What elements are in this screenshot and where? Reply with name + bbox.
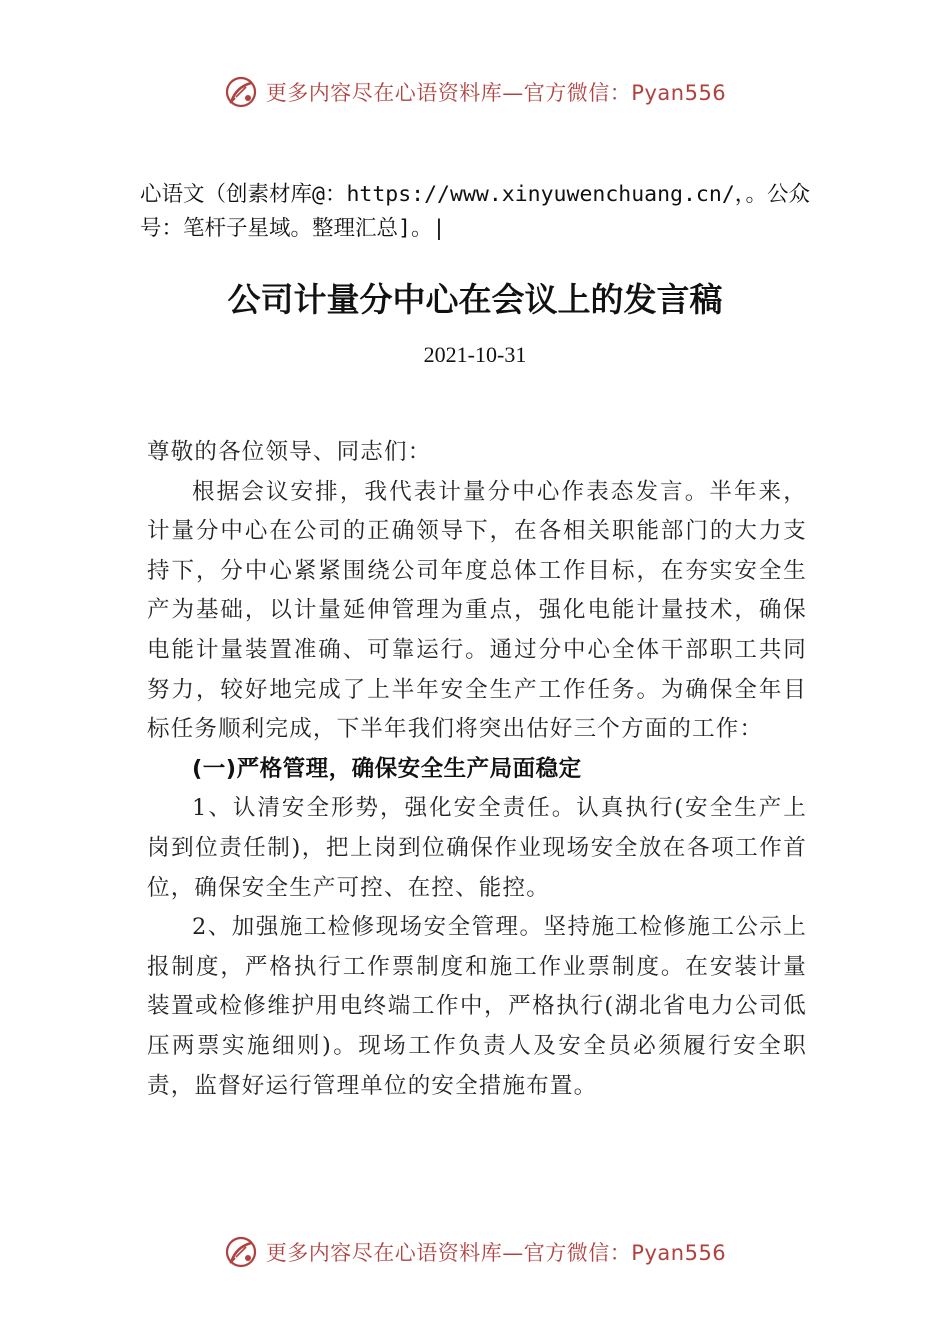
page-title: 公司计量分中心在会议上的发言稿: [227, 280, 723, 319]
watermark-text: 更多内容尽在心语资料库—官方微信：Pyan556: [265, 81, 727, 105]
document-body: [147, 433, 807, 1106]
footer-watermark: [0, 1232, 950, 1272]
seal-logo-icon: [224, 75, 258, 109]
list-item-2: 2、加强施工检修现场安全管理。坚持施工检修施工公示上报制度，严格执行工作票制度和施工作业票制度。在安装计量装置或检修维护用电终端工作中，严格执行(湖北省电力公司低压两票实施细则)。现场工作负责人及安全员必须履行安全职责，监督好运行管理单位的安全措施布置。: [147, 914, 807, 1099]
source-note: 心语文（创素材库@：https://www.xinyuwenchuang.cn/，。公众号：笔杆子星域。整理汇总]。|: [140, 182, 811, 241]
list-item-1: 1、认清安全形势，强化安全责任。认真执行(安全生产上岗到位责任制)，把上岗到位确保作业现场安全放在各项工作首位，确保安全生产可控、在控、能控。: [147, 795, 807, 901]
salutation: 尊敬的各位领导、同志们：: [147, 439, 432, 465]
intro-paragraph: 根据会议安排，我代表计量分中心作表态发言。半年来，计量分中心在公司的正确领导下，在各相关职能部门的大力支持下，分中心紧紧围绕公司年度总体工作目标，在夯实安全生产为基础，以计量延伸管理为重点，强化电能计量技术，确保电能计量装置准确、可靠运行。通过分中心全体干部职工共同努力，较好地完成了上半年安全生产工作任务。为确保全年目标任务顺利完成，下半年我们将突出估好三个方面的工作：: [147, 478, 807, 743]
watermark-text: 更多内容尽在心语资料库—官方微信：Pyan556: [265, 1241, 727, 1265]
seal-logo-icon: [224, 1235, 258, 1269]
document-date: 2021-10-31: [423, 342, 527, 367]
section-heading-1: (一)严格管理，确保安全生产局面稳定: [192, 755, 582, 782]
header-watermark: [0, 72, 950, 112]
